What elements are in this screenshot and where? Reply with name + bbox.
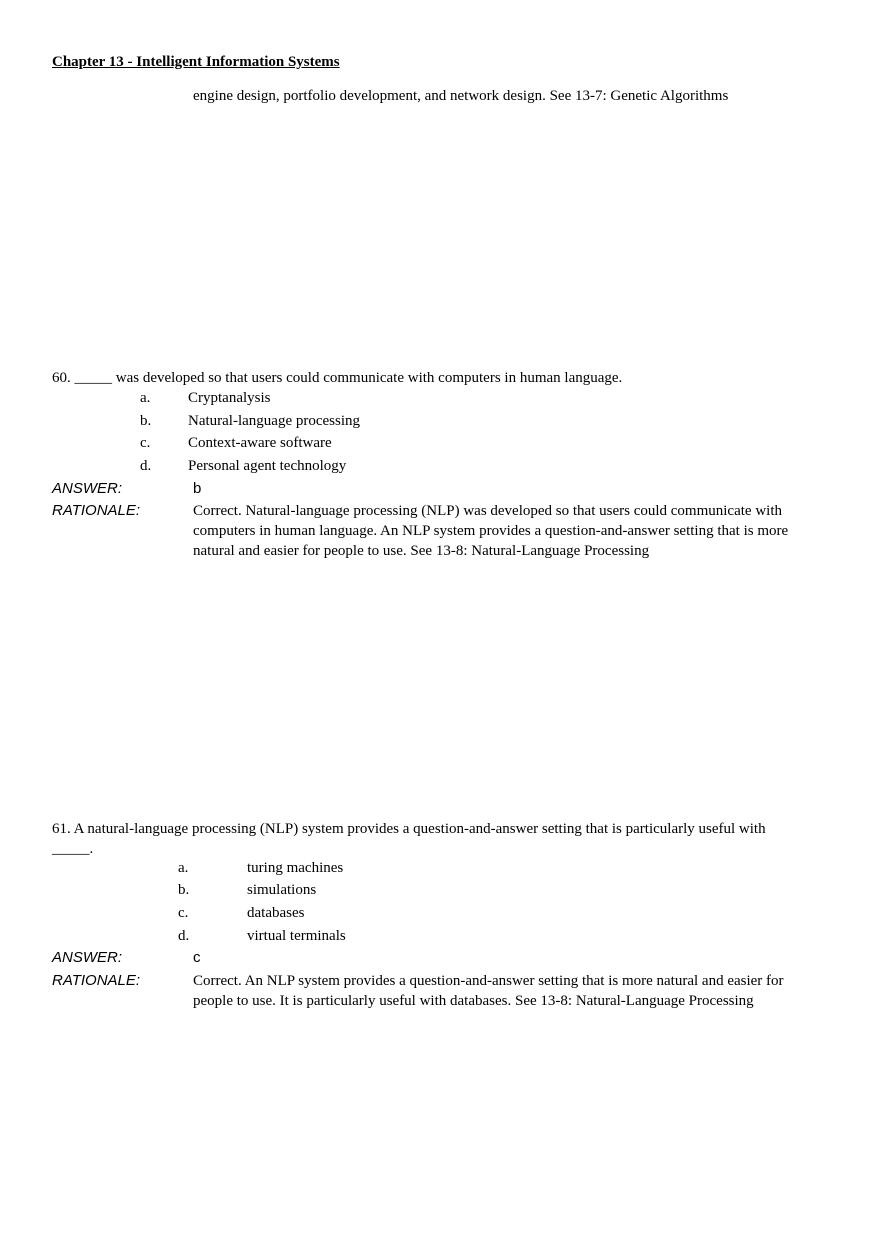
option-text: turing machines [247,860,344,876]
option-text: Context-aware software [188,435,332,451]
rationale-line: people to use. It is particularly useful with databases. See 13-8: Natural-Language Processing [193,993,754,1009]
question-stem: 60. _____ was developed so that users could communicate with computers in human language. [52,370,623,386]
option-letter: c. [140,435,151,451]
rationale-label: RATIONALE: [52,502,141,519]
option-text: simulations [247,882,317,898]
option-text: Natural-language processing [188,413,361,429]
option-text: databases [247,905,305,921]
continuation-text: engine design, portfolio development, and network design. See 13-7: Genetic Algorithms [193,88,729,104]
option-letter: b. [140,413,152,429]
answer-label: ANSWER: [52,949,123,966]
option-text: Cryptanalysis [188,390,271,406]
rationale-line: Correct. An NLP system provides a question-and-answer setting that is more natural and easier for [193,973,784,989]
option-letter: a. [140,390,151,406]
rationale-line: Correct. Natural-language processing (NLP) was developed so that users could communicate with [193,503,782,519]
option-letter: d. [178,928,190,944]
rationale-line: computers in human language. An NLP system provides a question-and-answer setting that is more [193,523,789,539]
chapter-title: Chapter 13 - Intelligent Information Systems [52,54,340,70]
option-text: Personal agent technology [188,458,347,474]
option-letter: c. [178,905,189,921]
answer-value: b [193,480,202,497]
option-letter: a. [178,860,189,876]
rationale-text [193,501,833,561]
rationale-line: natural and easier for people to use. See 13-8: Natural-Language Processing [193,543,650,559]
option-letter: b. [178,882,190,898]
question-stem: 61. A natural-language processing (NLP) system provides a question-and-answer setting that is particularly useful with [52,821,766,837]
question-stem: _____. [52,841,94,857]
rationale-label: RATIONALE: [52,972,141,989]
answer-label: ANSWER: [52,480,123,497]
answer-value: c [193,949,201,966]
rationale-text [193,971,833,1011]
option-letter: d. [140,458,152,474]
option-text: virtual terminals [247,928,346,944]
